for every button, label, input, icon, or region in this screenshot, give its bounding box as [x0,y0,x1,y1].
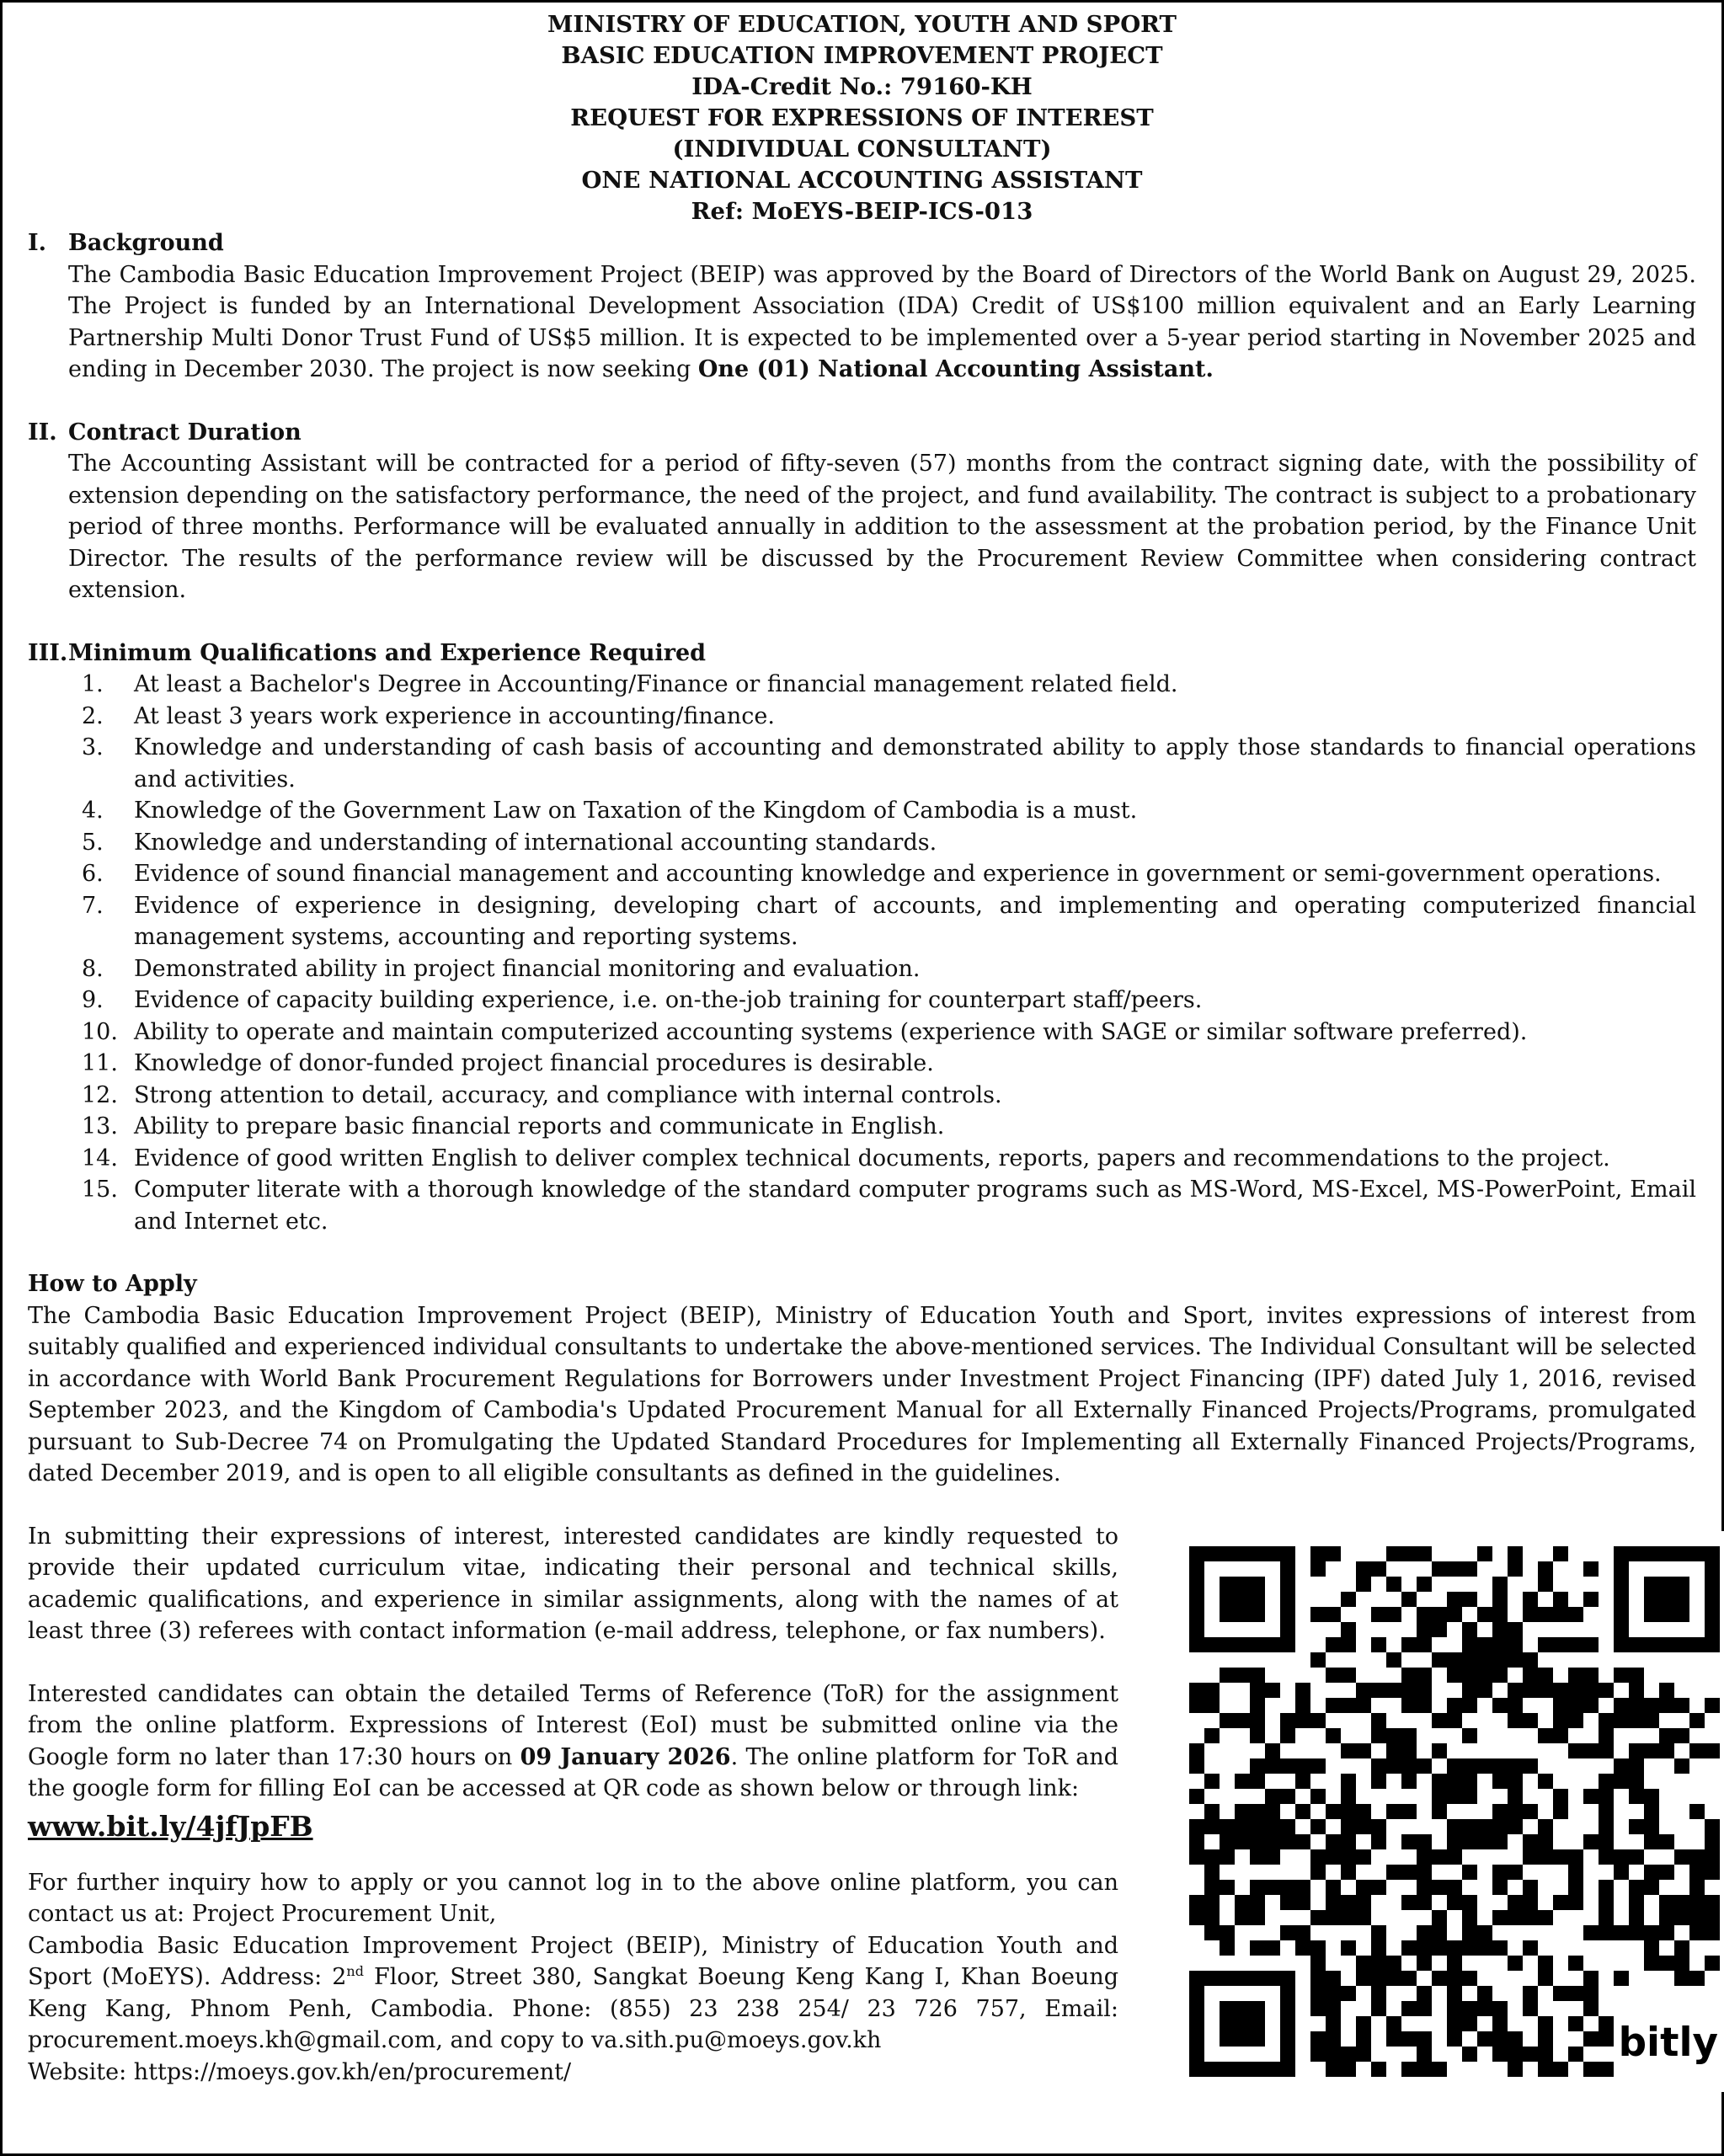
qr-finder-bottom-left [1189,1971,1295,2077]
qualification-text: Evidence of experience in designing, developing chart of accounts, and implementing and operating computerized financial management systems, accounting and reporting systems. [134,892,1696,950]
qualification-number: 8. [82,955,104,982]
background-heading [28,227,1696,259]
qualification-number: 11. [82,1050,118,1076]
qualification-number: 13. [82,1113,118,1139]
contact-address-rest: Floor, Street 380, Sangkat Boeung Keng Kang I, Khan Boeung Keng Kang, Phnom Penh, Cambodia. Phone: (855) 23 238 254/ 23 726 757, Email: procurement.moeys.kh@gmail.com, and copy to va.sith.pu@moeys.gov.kh [28,1964,1118,2053]
qualification-item [68,1017,1696,1049]
position-title: ONE NATIONAL ACCOUNTING ASSISTANT [581,167,1143,194]
qualifications-list [28,669,1696,1237]
how-to-apply-section [28,1268,1719,2088]
qr-finder-top-right [1614,1546,1720,1652]
qualifications-heading [28,638,1696,670]
ministry-title: MINISTRY OF EDUCATION, YOUTH AND SPORT [547,11,1177,38]
qualification-item [68,1080,1696,1112]
qualification-text: Knowledge of the Government Law on Taxation of the Kingdom of Cambodia is a must. [134,798,1138,824]
background-section [28,227,1696,386]
qualification-number: 7. [82,892,104,919]
project-title: BASIC EDUCATION IMPROVEMENT PROJECT [561,42,1163,69]
contract-duration-section [28,417,1696,606]
qualification-item [68,669,1696,701]
qualification-text: At least 3 years work experience in accounting/finance. [134,702,775,729]
qualifications-section [28,638,1696,1238]
qualification-text: Knowledge and understanding of cash basis of accounting and demonstrated ability to apply those standards to financial operations and activities. [134,734,1696,792]
qualification-item [68,827,1696,859]
bitly-logo: bitly [1618,2020,1719,2066]
floor-superscript: nd [346,1963,364,1979]
qualification-number: 15. [82,1177,118,1203]
qualification-text: Evidence of good written English to deliver complex technical documents, reports, papers and recommendations to the project. [134,1145,1610,1171]
qualification-text: Evidence of sound financial management and accounting knowledge and experience in government or semi-government operations. [134,861,1662,887]
background-text [28,259,1696,386]
website-line[interactable]: Website: https://moeys.gov.kh/en/procurement/ [28,2058,572,2085]
qr-finder-top-left [1189,1546,1295,1652]
qualification-item [68,732,1696,795]
application-link[interactable]: www.bit.ly/4jfJpFB [28,1809,313,1843]
contact-paragraph-1: For further inquiry how to apply or you cannot log in to the above online platform, you can contact us at: Project Procurement Unit, [28,1869,1118,1927]
deadline-date: 09 January 2026 [520,1743,731,1770]
qualification-number: 14. [82,1145,118,1171]
qualification-text: Knowledge of donor-funded project financial procedures is desirable. [134,1050,934,1076]
section-number: III. [28,639,68,666]
qualification-number: 1. [82,671,104,697]
qualification-item [68,953,1696,985]
qualification-number: 4. [82,798,104,824]
qualification-text: At least a Bachelor's Degree in Accounting/Finance or financial management related field. [134,671,1178,697]
section-number: II. [28,419,57,446]
credit-number: IDA-Credit No.: 79160-KH [691,73,1033,100]
qualification-text: Ability to operate and maintain computerized accounting systems (experience with SAGE or similar software preferred). [134,1018,1528,1045]
background-body: The Cambodia Basic Education Improvement Project (BEIP) was approved by the Board of Directors of the World Bank on August 29, 2025. The Project is funded by an International Development Association (IDA) Credit of US$100 million equivalent and an Early Learning Partnership Multi Donor Trust Fund of US$5 million. It is expected to be implemented over a 5-year period starting in November 2025 and ending in December 2030. The project is now seeking [68,261,1696,382]
background-position-bold: One (01) National Accounting Assistant. [697,356,1214,382]
section-title: Background [68,230,224,256]
apply-paragraph-1: The Cambodia Basic Education Improvement Project (BEIP), Ministry of Education Youth and Sport, invites expressions of interest from suitably qualified and experienced individual consultants to undertake the above-mentioned services. The Individual Consultant will be selected in accordance with World Bank Procurement Regulations for Borrowers under Investment Project Financing (IPF) dated July 1, 2016, revised September 2023, and the Kingdom of Cambodia's Updated Procurement Manual for all Externally Financed Projects/Programs, promulgated pursuant to Sub-Decree 74 on Promulgating the Updated Standard Procedures for Implementing all Externally Financed Projects/Programs, dated December 2019, and is open to all eligible consultants as defined in the guidelines. [28,1302,1696,1486]
qualification-item [68,701,1696,733]
qualification-text: Ability to prepare basic financial reports and communicate in English. [134,1113,945,1139]
qualification-item [68,1143,1696,1175]
contact-paragraph-2 [28,1930,1118,2057]
qualification-text: Strong attention to detail, accuracy, and compliance with internal controls. [134,1081,1002,1108]
reference-number: Ref: MoEYS-BEIP-ICS-013 [691,198,1033,225]
apply-paragraph-3 [28,1678,1118,1805]
how-to-apply-heading: How to Apply [28,1271,197,1297]
apply-paragraph-3-text: Interested candidates can obtain the detailed Terms of Reference (ToR) for the assignment from the online platform. Expressions of Interest (EoI) must be submitted online via the Google form no later than 17:30 hours on [28,1680,1118,1770]
qualification-item [68,1174,1696,1237]
qualification-text: Computer literate with a thorough knowledge of the standard computer programs such as MS-Word, MS-Excel, MS-PowerPoint, Email and Internet etc. [134,1177,1696,1235]
qualification-text: Demonstrated ability in project financial monitoring and evaluation. [134,955,921,982]
contact-address-start: Cambodia Basic Education Improvement Project (BEIP), Ministry of Education Youth and Sport (MoEYS). Address: 2 [28,1932,1118,1990]
apply-paragraph-3-text-end: . The online platform for ToR and the google form for filling EoI can be accessed at QR code as shown below or through link: [28,1743,1118,1801]
qualification-text: Evidence of capacity building experience, i.e. on-the-job training for counterpart staff/peers. [134,987,1203,1013]
qualification-number: 2. [82,702,104,729]
contract-duration-text: The Accounting Assistant will be contracted for a period of fifty-seven (57) months from the contract signing date, with the possibility of extension depending on the satisfactory performance, the need of the project, and fund availability. The contract is subject to a probationary period of three months. Performance will be evaluated annually in addition to the assessment at the probation period, by the Finance Unit Director. The results of the performance review will be discussed by the Procurement Review Committee when considering contract extension. [68,451,1696,603]
qualification-item [68,795,1696,827]
qualification-number: 3. [82,734,104,760]
qualification-item [68,985,1696,1017]
request-title: REQUEST FOR EXPRESSIONS OF INTEREST [570,104,1154,131]
qualification-number: 5. [82,829,104,856]
qualification-number: 6. [82,861,104,887]
qualification-number: 9. [82,987,104,1013]
qualification-text: Knowledge and understanding of international accounting standards. [134,829,937,856]
qualification-item [68,858,1696,890]
contract-duration-heading [28,417,1696,449]
qualification-number: 12. [82,1081,118,1108]
consultant-type: (INDIVIDUAL CONSULTANT) [672,136,1052,163]
qualification-item [68,1048,1696,1080]
section-number: I. [28,230,47,256]
section-title: Minimum Qualifications and Experience Required [68,639,707,666]
section-title: Contract Duration [68,419,302,446]
qualification-number: 10. [82,1018,118,1045]
qualification-item [68,1111,1696,1143]
qualification-item [68,890,1696,953]
apply-paragraph-2: In submitting their expressions of interest, interested candidates are kindly requested to provide their updated curriculum vitae, indicating their personal and technical skills, academic qualifications, and experience in similar assignments, along with the names of at least three (3) referees with contact information (e-mail address, telephone, or fax numbers). [28,1523,1118,1644]
document-header [28,9,1696,227]
qr-code[interactable] [1174,1531,1724,2092]
